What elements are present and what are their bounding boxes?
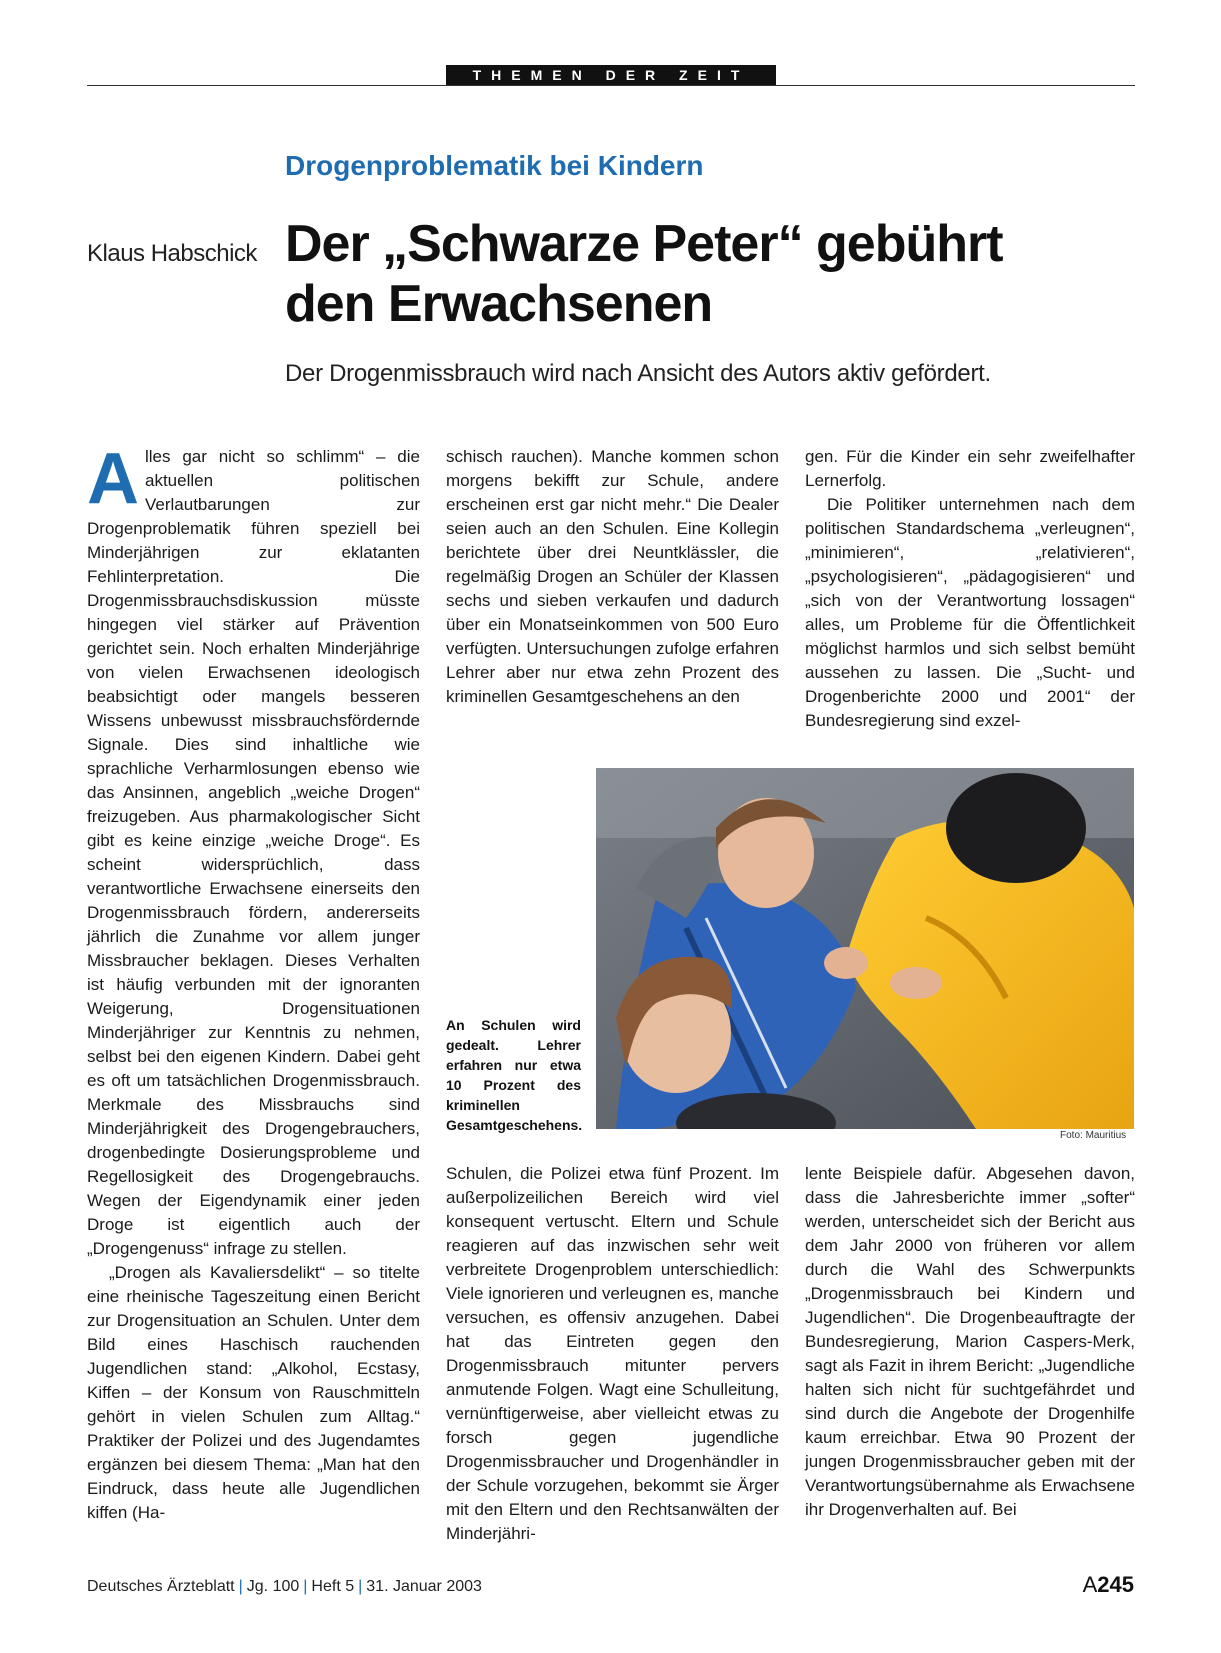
volume: Jg. 100	[246, 1578, 300, 1595]
separator: |	[303, 1578, 308, 1595]
paragraph: Die Politiker unternehmen nach dem politischen Standardschema „verleugnen“, „minimieren“, „relativieren“, „psychologisieren“, „pädagogisieren“ und „sich von der Verantwortung lossagen“ alles, um Probleme für die Öffentlichkeit möglichst harmlos und sich selbst bemüht aussehen zu lassen. Die „Sucht- und Drogenberichte 2000 und 2001“ der Bundesregierung sind exzel-	[805, 495, 1135, 730]
section-label: THEMEN DER ZEIT	[446, 65, 776, 85]
headline-line-2: den Erwachsenen	[285, 275, 713, 333]
paragraph-text: lles gar nicht so schlimm“ – die aktuellen politischen Verlautbarungen zur Drogenproblematik führen speziell bei Minderjährigen zur eklatanten Fehlinterpretation. Die Drogenmissbrauchsdiskussion müsste hingegen viel stärker auf Prävention gerichtet sein. Noch erhalten Minderjährige von vielen Erwachsenen ideologisch beabsichtigt oder mangels besseren Wissens unbewusst missbrauchsfördernde Signale. Dies sind inhaltliche wie sprachliche Verharmlosungen ebenso wie das Ansinnen, angeblich „weiche Drogen“ freizugeben. Aus pharmakologischer Sicht gibt es keine einzige „weiche Droge“. Es scheint widersprüchlich, dass verantwortliche Erwachsene einerseits den Drogenmissbrauch fördern, andererseits jährlich die Zunahme vor allem junger Missbraucher beklagen. Dieses Verhalten ist häufig verbunden mit der ignoranten Weigerung, Drogensituationen Minderjähriger zur Kenntnis zu nehmen, selbst bei den eigenen Kindern. Dabei geht es oft um tatsächlichen Drogenmissbrauch. Merkmale des Missbrauchs sind Minderjährigkeit des Drogengebrauchers, drogenbedingte Dosierungsprobleme und Regellosigkeit des Drogengebrauchs. Wegen der Eigendynamik einer jeden Droge ist eigentlich auch der „Drogengenuss“ infrage zu stellen.	[87, 447, 420, 1258]
page-number	[1083, 1572, 1134, 1598]
paragraph: Schulen, die Polizei etwa fünf Prozent. Im außerpolizeilichen Bereich wird viel konsequent vertuscht. Eltern und Schule reagieren auf das inzwischen sehr weit verbreitete Drogenproblem unterschiedlich: Viele ignorieren und verleugnen es, manche versuchen, es offensiv anzugehen. Dabei hat das Eintreten gegen den Drogenmissbrauch mitunter pervers anmutende Folgen. Wagt eine Schulleitung, vernünftigerweise, aber vielleicht etwas zu forsch gegen jugendliche Drogenmissbraucher und Drogenhändler in der Schule vorzugehen, bekommt sie Ärger mit den Eltern und den Rechtsanwälten der Minderjähri-	[446, 1164, 779, 1543]
footer	[87, 1578, 482, 1596]
photo-caption: An Schulen wird gedealt. Lehrer erfahren nur etwa 10 Prozent des kriminellen Gesamtgeschehens.	[446, 1017, 583, 1133]
top-rule	[87, 85, 1135, 86]
issue: Heft 5	[311, 1578, 355, 1595]
page-number-value: 245	[1097, 1572, 1134, 1597]
headline	[285, 214, 1105, 334]
paragraph: gen. Für die Kinder ein sehr zweifelhafter Lernerfolg.	[805, 447, 1135, 490]
drop-cap: A	[87, 439, 139, 519]
journal-name: Deutsches Ärzteblatt	[87, 1578, 235, 1595]
separator: |	[238, 1578, 243, 1595]
paragraph	[87, 439, 420, 1261]
separator: |	[358, 1578, 363, 1595]
article-column-2-top	[446, 445, 779, 709]
kicker: Drogenproblematik bei Kindern	[285, 150, 704, 181]
article-column-3-bottom	[805, 1162, 1135, 1522]
article-column-3-top	[805, 445, 1135, 733]
paragraph: lente Beispiele dafür. Abgesehen davon, dass die Jahresberichte immer „softer“ werden, unterscheidet sich der Bericht aus dem Jahr 2000 von früheren vor allem durch die Wahl des Schwerpunkts „Drogenmissbrauch bei Kindern und Jugendlichen“. Die Drogenbeauftragte der Bundesregierung, Marion Caspers-Merk, sagt als Fazit in ihrem Bericht: „Jugendliche halten sich nicht für suchtgefährdet und sind durch die Angebote der Drogenhilfe kaum erreichbar. Etwa 90 Prozent der jungen Drogenmissbraucher geben mit der Verantwortungsübernahme als Erwachsene ihr Drogenverhalten auf. Bei	[805, 1164, 1135, 1519]
page-prefix: A	[1082, 1572, 1098, 1597]
paragraph: schisch rauchen). Manche kommen schon morgens bekifft zur Schule, andere erscheinen erst gar nicht mehr.“ Die Dealer seien auch an den Schulen. Eine Kollegin berichtete über drei Neuntklässler, die regelmäßig Drogen an Schüler der Klassen sechs und sieben verkaufen und dadurch über ein Monatseinkommen von 500 Euro verfügten. Untersuchungen zufolge erfahren Lehrer aber nur etwa zehn Prozent des kriminellen Gesamtgeschehens an den	[446, 447, 779, 706]
article-photo	[596, 768, 1134, 1129]
article-column-1	[87, 439, 420, 1525]
photo-illustration	[596, 768, 1134, 1129]
issue-date: 31. Januar 2003	[366, 1578, 482, 1595]
headline-line-1: Der „Schwarze Peter“ gebührt	[285, 215, 1003, 273]
author-name: Klaus Habschick	[87, 240, 257, 267]
subheadline: Der Drogenmissbrauch wird nach Ansicht des Autors aktiv gefördert.	[285, 360, 991, 387]
article-column-2-bottom	[446, 1162, 779, 1546]
photo-credit: Foto: Mauritius	[1060, 1130, 1127, 1141]
paragraph: „Drogen als Kavaliersdelikt“ – so titelte eine rheinische Tageszeitung einen Bericht zur Drogensituation an Schulen. Unter dem Bild eines Haschisch rauchenden Jugendlichen stand: „Alkohol, Ecstasy, Kiffen – der Konsum von Rauschmitteln gehört in vielen Schulen zum Alltag.“ Praktiker der Polizei und des Jugendamtes ergänzen bei diesem Thema: „Man hat den Eindruck, dass heute alle Jugendlichen kiffen (Ha-	[87, 1263, 420, 1522]
